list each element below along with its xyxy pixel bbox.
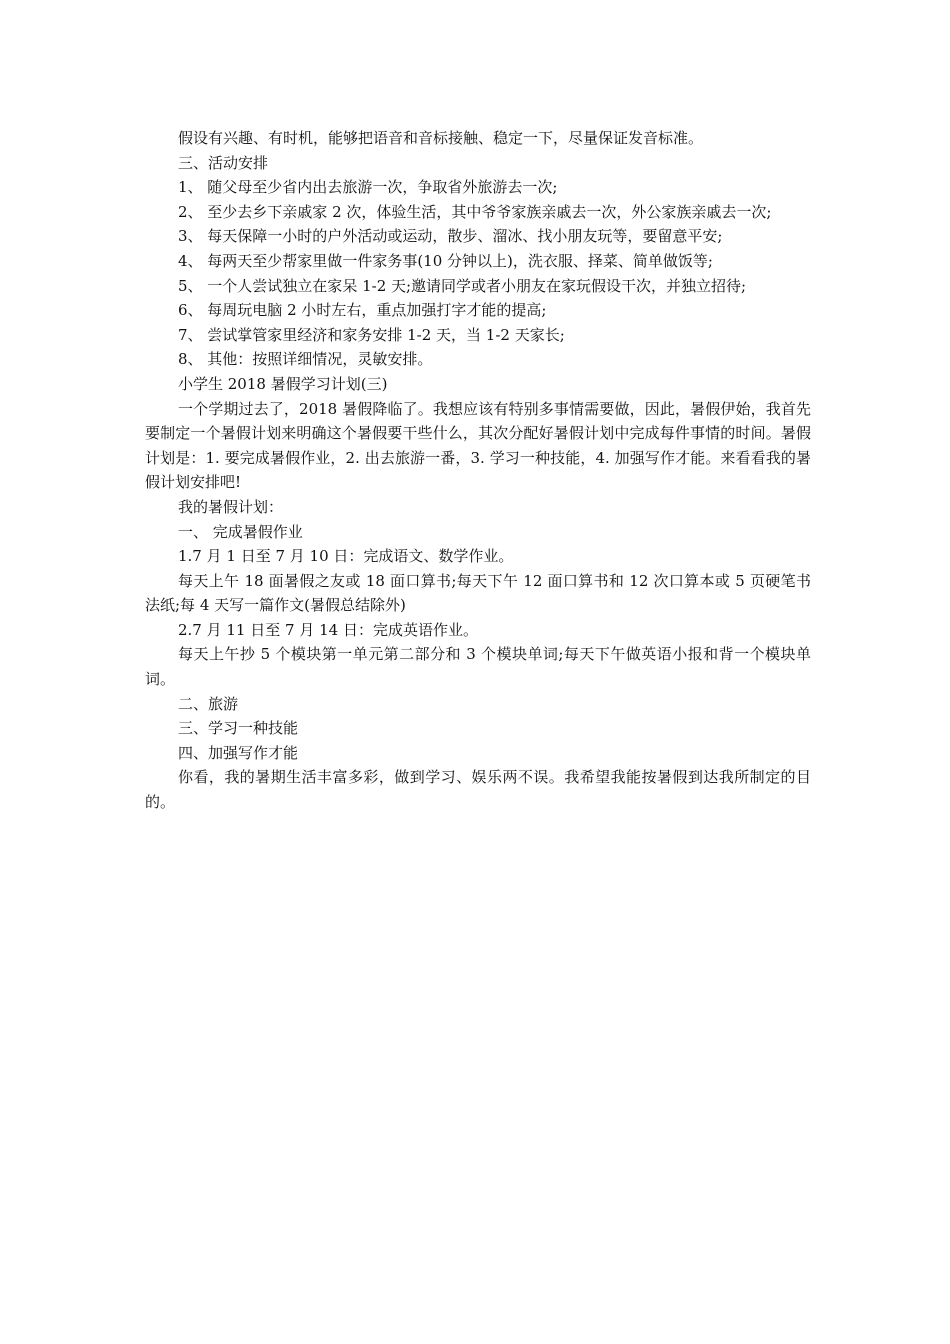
heading-my-plan: 我的暑假计划：	[178, 497, 284, 516]
heading-learn-skill: 三、学习一种技能	[178, 719, 299, 738]
paragraph-pronunciation: 假设有兴趣、有时机，能够把语音和音标接触、稳定一下，尽量保证发音标准。	[178, 129, 704, 147]
homework-period-two: 2.7 月 11 日至 7 月 14 日：完成英语作业。	[178, 620, 478, 639]
paragraph-intro: 一个学期过去了，2018 暑假降临了。我想应该有特别多事情需要做，因此，暑假伊始，我首先要制定一个暑假计划来明确这个暑假要干些什么，其次分配好暑假计划中完成每件事情的时间。暑假计划是：1. 要完成暑假作业，2. 出去旅游一番，3. 学习一种技能，4. 加强写作才能。来看看我的暑假计划安排吧!	[145, 399, 811, 492]
heading-homework: 一、 完成暑假作业	[178, 522, 303, 541]
list-item-housework: 4、 每两天至少帮家里做一件家务事(10 分钟以上)，洗衣服、择菜、简单做饭等;	[178, 251, 713, 270]
homework-period-one: 1.7 月 1 日至 7 月 10 日：完成语文、数学作业。	[178, 547, 514, 566]
list-item-travel: 1、 随父母至少省内出去旅游一次，争取省外旅游去一次;	[178, 178, 558, 197]
list-item-outdoor-activity: 3、 每天保障一小时的户外活动或运动，散步、溜冰、找小朋友玩等，要留意平安;	[178, 227, 723, 246]
heading-travel: 二、旅游	[178, 694, 239, 713]
homework-period-one-detail: 每天上午 18 面暑假之友或 18 面口算书;每天下午 12 面口算书和 12 次口算本或 5 页硬笔书法纸;每 4 天写一篇作文(暑假总结除外)	[145, 571, 811, 615]
heading-writing: 四、加强写作才能	[178, 743, 299, 762]
list-item-manage-household: 7、 尝试掌管家里经济和家务安排 1-2 天，当 1-2 天家长;	[178, 325, 565, 344]
list-item-computer-time: 6、 每周玩电脑 2 小时左右，重点加强打字才能的提高;	[178, 301, 547, 320]
heading-activity-arrangement: 三、活动安排	[178, 153, 269, 172]
homework-period-two-detail: 每天上午抄 5 个模块第一单元第二部分和 3 个模块单词;每天下午做英语小报和背一个模块单词。	[145, 645, 811, 689]
list-item-other: 8、 其他：按照详细情况，灵敏安排。	[178, 350, 433, 369]
document-body	[145, 126, 811, 815]
list-item-stay-home-alone: 5、 一个人尝试独立在家呆 1-2 天;邀请同学或者小朋友在家玩假设干次，并独立招待;	[178, 276, 747, 295]
section-title-plan-three: 小学生 2018 暑假学习计划(三)	[178, 374, 388, 393]
paragraph-conclusion: 你看，我的暑期生活丰富多彩，做到学习、娱乐两不误。我希望我能按暑假到达我所制定的目的。	[145, 768, 811, 812]
list-item-visit-relatives: 2、 至少去乡下亲戚家 2 次，体验生活，其中爷爷家族亲戚去一次，外公家族亲戚去一次;	[178, 202, 772, 221]
